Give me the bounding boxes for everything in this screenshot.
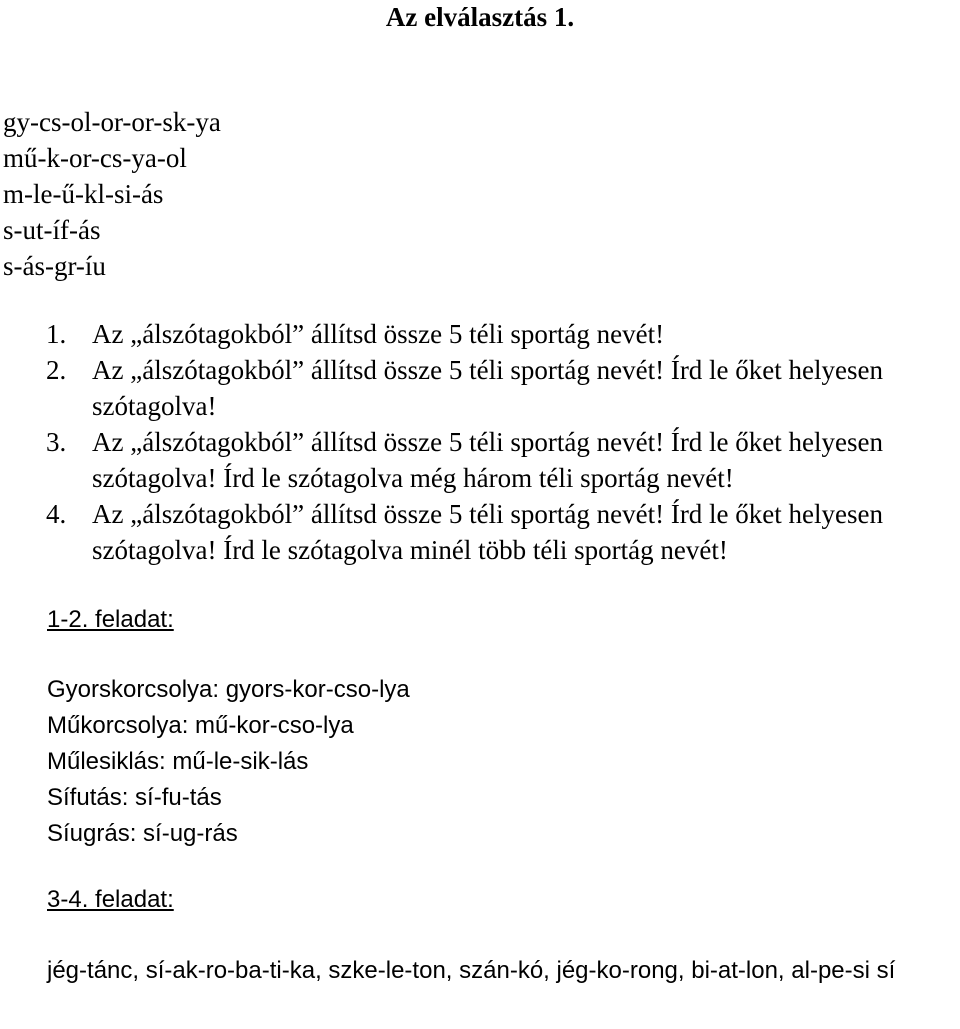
solution-34-text: jég-tánc, sí-ak-ro-ba-ti-ka, szke-le-ton, szán-kó, jég-ko-rong, bi-at-lon, al-pe-si sí (47, 957, 896, 984)
task-number: 3. (46, 427, 67, 457)
task-text: Az „álszótagokból” állítsd össze 5 téli sportág nevét! Írd le őket helyesen szótagolva! Írd le szótagolva minél több téli sportág nevét! (92, 499, 883, 565)
task-list (0, 316, 940, 568)
task-text: Az „álszótagokból” állítsd össze 5 téli sportág nevét! (92, 319, 665, 349)
solution-12-answer-list (47, 672, 410, 852)
pseudo-syllable-line: s-ás-gr-íu (3, 251, 106, 281)
solution-34-heading: 3-4. feladat: (47, 886, 174, 913)
task-number: 4. (46, 499, 67, 529)
task-text: Az „álszótagokból” állítsd össze 5 téli sportág nevét! Írd le őket helyesen szótagolva! Írd le szótagolva még három téli sportág nevét! (92, 427, 883, 493)
pseudo-syllable-line: gy-cs-ol-or-or-sk-ya (3, 107, 221, 137)
pseudo-syllable-list (3, 104, 221, 284)
pseudo-syllable-line: s-ut-íf-ás (3, 215, 101, 245)
document-title: Az elválasztás 1. (385, 2, 575, 32)
task-item (0, 316, 940, 352)
answer-line: Sífutás: sí-fu-tás (47, 784, 222, 811)
answer-line: Gyorskorcsolya: gyors-kor-cso-lya (47, 676, 410, 703)
answer-line: Műlesiklás: mű-le-sik-lás (47, 748, 309, 775)
solution-12-heading: 1-2. feladat: (47, 606, 174, 633)
answer-line: Síugrás: sí-ug-rás (47, 820, 238, 847)
task-item (0, 352, 940, 424)
answer-line: Műkorcsolya: mű-kor-cso-lya (47, 712, 354, 739)
pseudo-syllable-line: mű-k-or-cs-ya-ol (3, 143, 187, 173)
task-number: 2. (46, 355, 67, 385)
task-text: Az „álszótagokból” állítsd össze 5 téli sportág nevét! Írd le őket helyesen szótagolva! (92, 355, 883, 421)
pseudo-syllable-line: m-le-ű-kl-si-ás (3, 179, 164, 209)
task-item (0, 496, 940, 568)
task-number: 1. (46, 319, 67, 349)
task-item (0, 424, 940, 496)
